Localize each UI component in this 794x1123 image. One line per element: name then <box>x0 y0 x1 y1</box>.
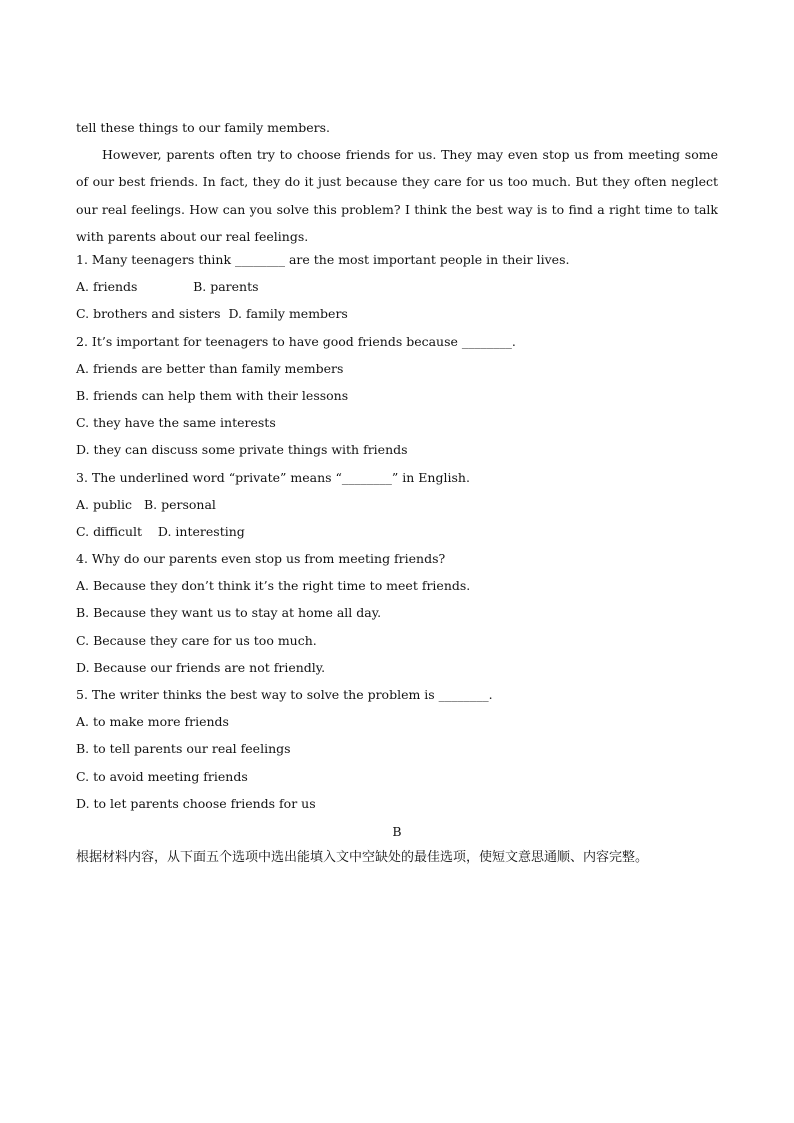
question-4-option-c: C. Because they care for us too much. <box>76 632 317 648</box>
question-2-option-b: B. friends can help them with their lessons <box>76 387 349 403</box>
question-2-option-a: A. friends are better than family members <box>76 360 344 376</box>
question-3-options-row-1: A. public B. personal <box>76 496 216 512</box>
question-4: 4. Why do our parents even stop us from meeting friends? <box>76 551 446 567</box>
question-list <box>76 250 718 821</box>
question-4-option-a: A. Because they don’t think it’s the right time to meet friends. <box>76 578 471 594</box>
question-1-options-row-2: C. brothers and sisters D. family members <box>76 306 348 322</box>
question-5: 5. The writer thinks the best way to solve the problem is ________. <box>76 687 493 702</box>
question-2-option-c: C. they have the same interests <box>76 415 276 431</box>
question-5-option-a: A. to make more friends <box>76 714 229 730</box>
question-5-option-b: B. to tell parents our real feelings <box>76 741 291 757</box>
passage-paragraph-2: However, parents often try to choose friends for us. They may even stop us from meeting some of our best friends. In fact, they do it just because they care for us too much. But they often neglect our real feelings. How can you solve this problem? I think the best way is to find a right time to talk with parents about our real feelings. <box>76 147 718 244</box>
question-3-options-row-2: C. difficult D. interesting <box>76 523 245 539</box>
question-3: 3. The underlined word “private” means “________” in English. <box>76 469 470 485</box>
question-4-option-d: D. Because our friends are not friendly. <box>76 659 326 675</box>
question-5-option-d: D. to let parents choose friends for us <box>76 795 316 811</box>
reading-passage <box>76 114 718 250</box>
section-heading: B <box>392 824 402 839</box>
question-2: 2. It’s important for teenagers to have good friends because ________. <box>76 333 516 349</box>
question-1: 1. Many teenagers think ________ are the most important people in their lives. <box>76 252 570 267</box>
passage-paragraph-1: tell these things to our family members. <box>76 120 331 135</box>
question-1-options-row-1: A. friends B. parents <box>76 279 259 295</box>
question-5-option-c: C. to avoid meeting friends <box>76 768 248 784</box>
question-2-option-d: D. they can discuss some private things with friends <box>76 442 408 458</box>
question-4-option-b: B. Because they want us to stay at home all day. <box>76 605 382 621</box>
section-instruction: 根据材料内容，从下面五个选项中选出能填入文中空缺处的最佳选项，使短文意思通顺、内容完整。 <box>76 850 649 865</box>
